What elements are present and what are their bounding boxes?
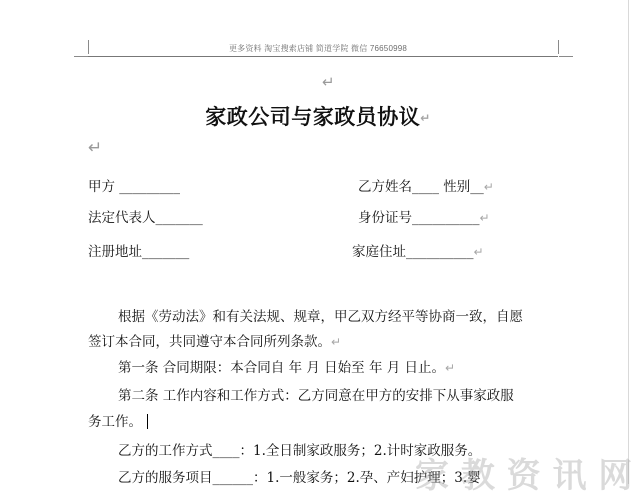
paragraph-mark-icon: ↵ (88, 138, 103, 158)
paragraph-mark-icon: ↵ (479, 211, 490, 225)
document-title[interactable] (0, 101, 636, 131)
party-b-name-text: 乙方姓名____ 性别__ (358, 179, 484, 195)
header-rule (88, 56, 558, 57)
article-2-line-1[interactable]: 第二条 工作内容和工作方式：乙方同意在甲方的安排下从事家政服 (118, 388, 514, 404)
legal-rep-field[interactable]: 法定代表人_______ (88, 210, 203, 226)
paragraph-mark-icon: ↵ (322, 73, 335, 91)
page-header-text: 更多资料 淘宝搜索店铺 简道学院 微信 76650998 (228, 44, 408, 53)
party-a-field[interactable]: 甲方 _________ (88, 179, 181, 195)
service-items-line[interactable]: 乙方的服务项目______：1.一般家务；2.孕、产妇护理；3.婴 (118, 470, 481, 486)
text-cursor (147, 414, 148, 429)
intro-line-1[interactable]: 根据《劳动法》和有关法规、规章，甲乙双方经平等协商一致，自愿 (118, 309, 523, 325)
page-edge (628, 0, 629, 484)
watermark-text: 家 教 资 讯 网 (415, 456, 633, 496)
home-address-text: 家庭住址__________ (352, 244, 474, 260)
paragraph-mark-icon: ↵ (483, 180, 494, 194)
party-b-name-field[interactable] (358, 175, 494, 195)
home-address-field[interactable] (352, 240, 484, 260)
id-number-text: 身份证号__________ (358, 210, 480, 226)
intro-line-2[interactable] (88, 330, 341, 350)
intro-line-2-text: 签订本合同，共同遵守本合同所列条款。 (88, 334, 331, 350)
crop-mark-top-left-h (74, 56, 88, 57)
article-2-line-2[interactable]: 务工作。 (88, 414, 142, 430)
paragraph-mark-icon: ↵ (420, 111, 431, 125)
id-number-field[interactable] (358, 206, 490, 226)
title-text: 家政公司与家政员协议 (205, 104, 421, 129)
paragraph-mark-icon: ↵ (331, 335, 342, 349)
paragraph-mark-icon: ↵ (473, 245, 484, 259)
article-1[interactable] (118, 356, 455, 376)
crop-mark-top-right-h (559, 56, 573, 57)
article-1-text: 第一条 合同期限：本合同自 年 月 日始至 年 月 日止。 (118, 360, 446, 376)
work-mode-line[interactable]: 乙方的工作方式____：1.全日制家政服务；2.计时家政服务。 (118, 443, 482, 459)
paragraph-mark-icon: ↵ (445, 361, 456, 375)
reg-address-field[interactable]: 注册地址_______ (88, 244, 190, 260)
